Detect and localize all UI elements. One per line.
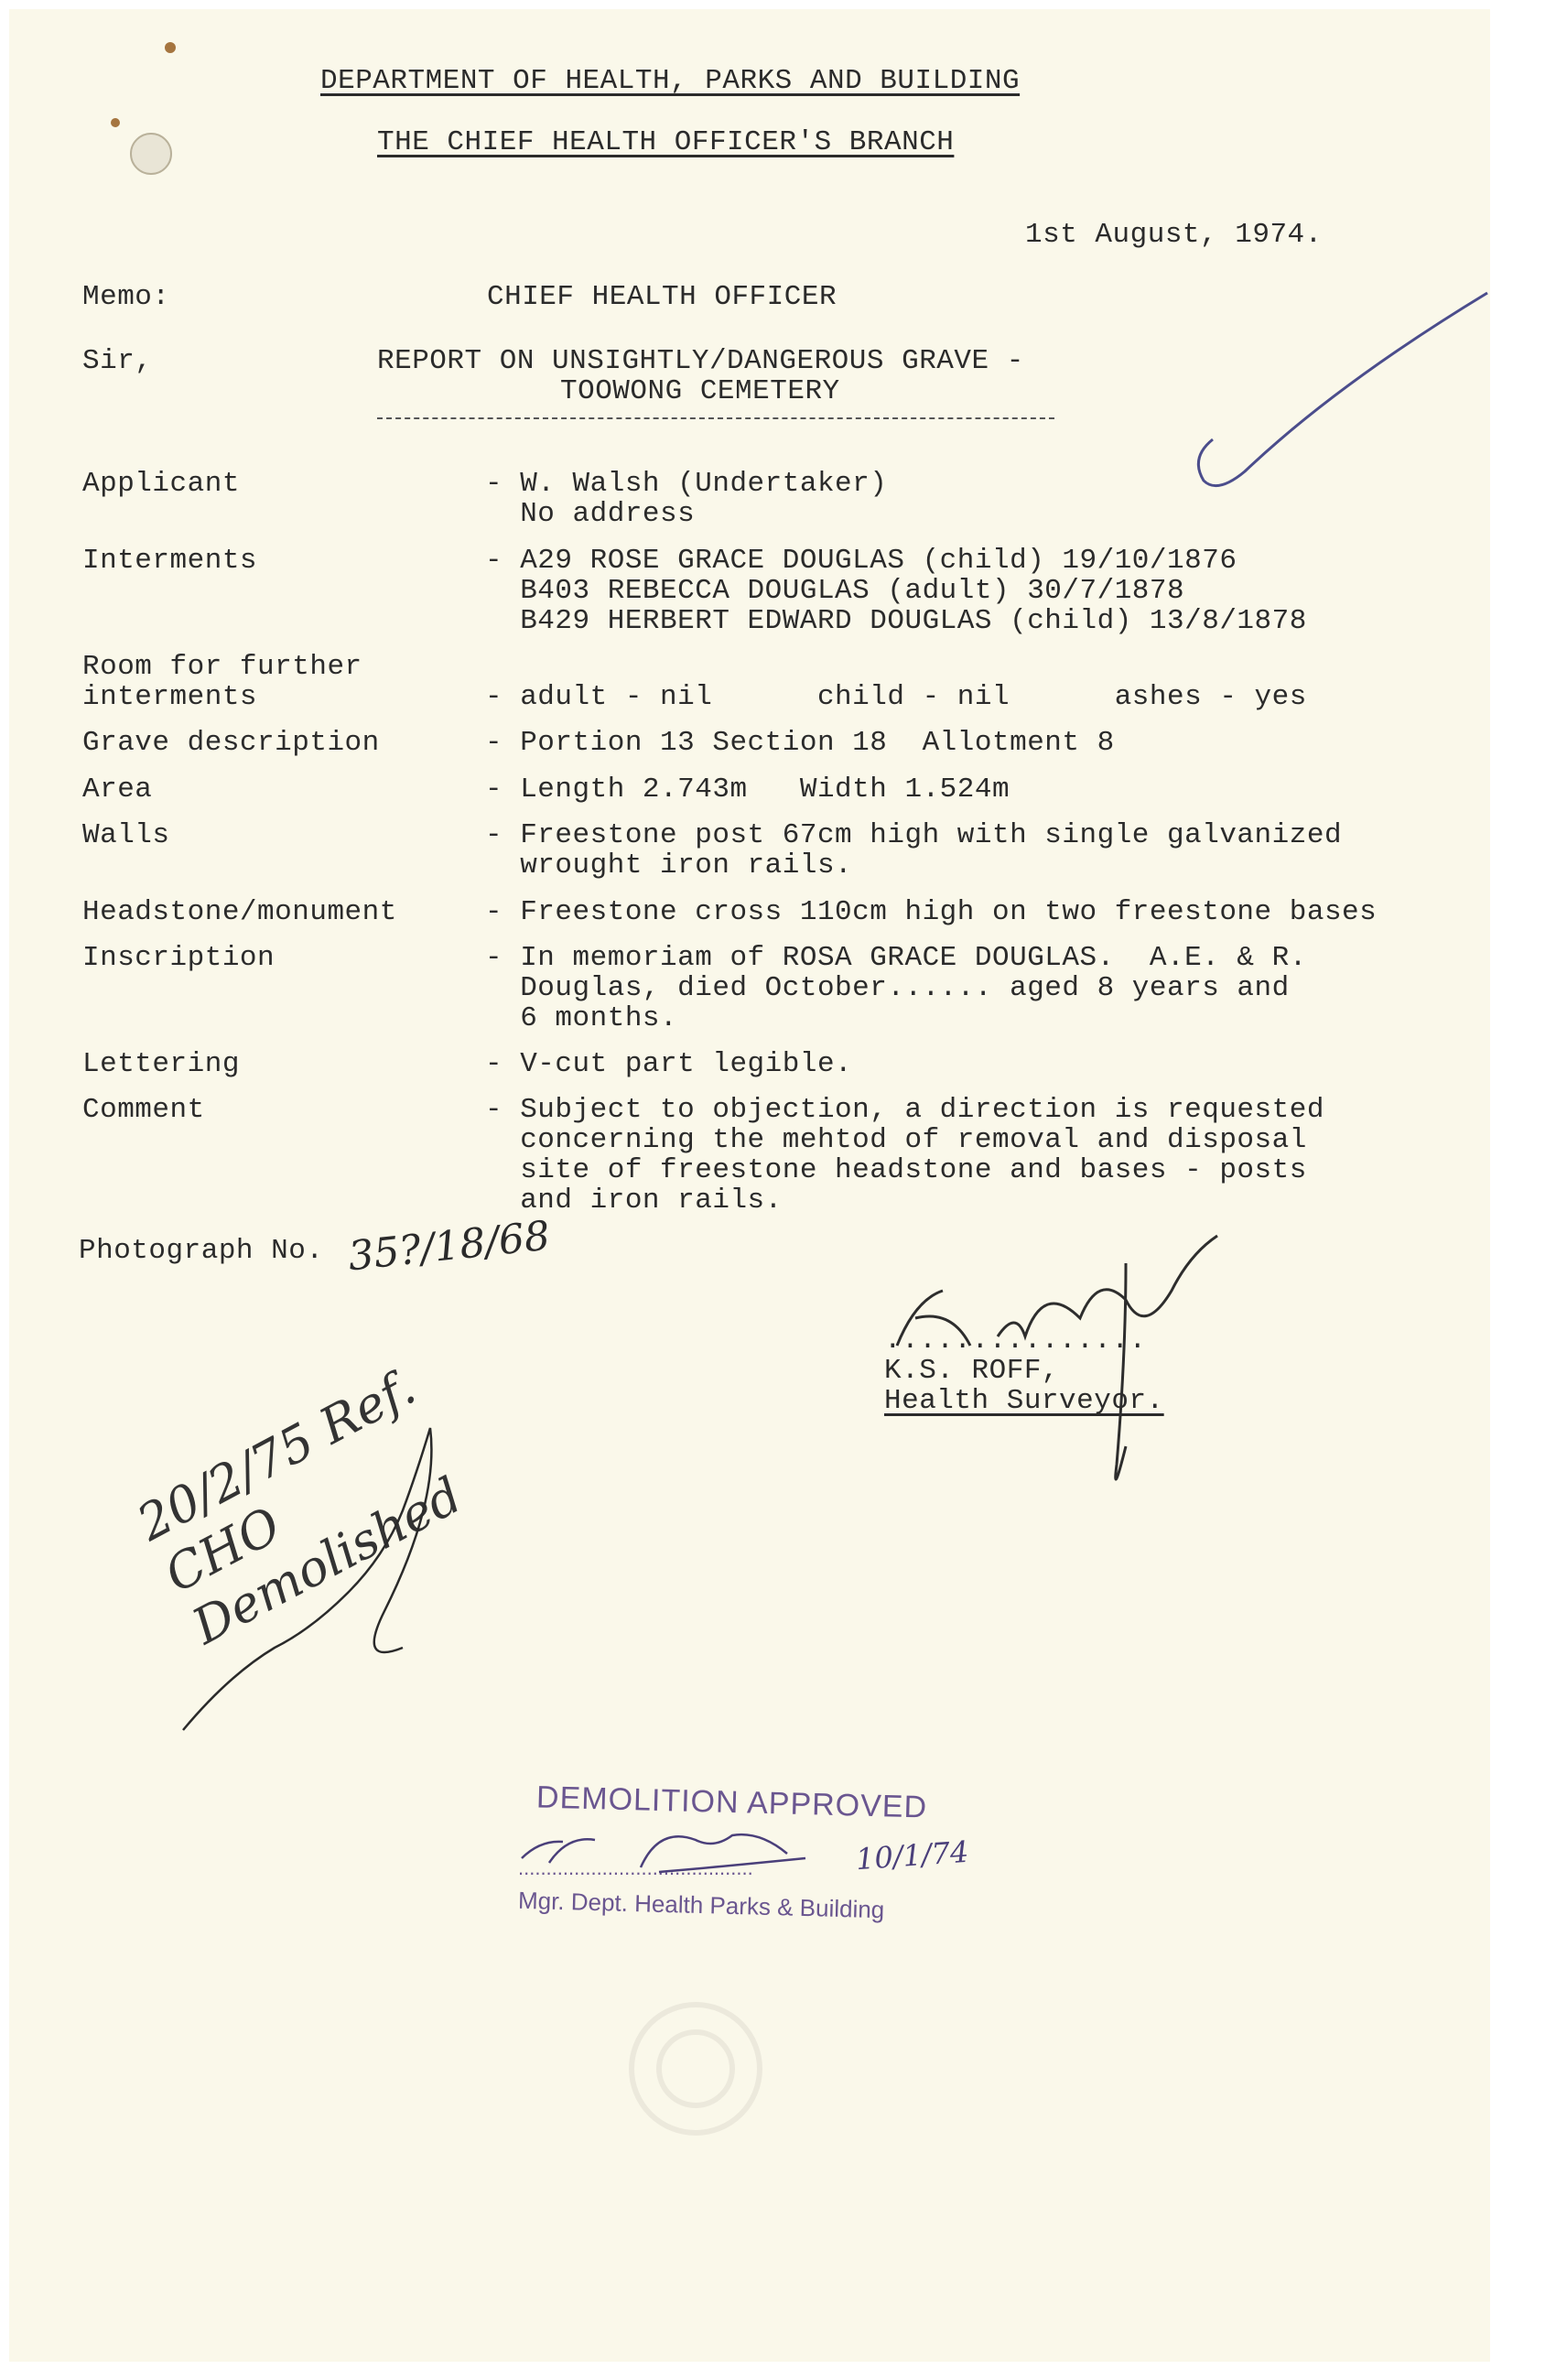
memo-label: Memo: <box>82 281 170 313</box>
surveyor-signature-icon <box>897 1236 1217 1479</box>
photograph-number: 35?/18/68 <box>345 1212 553 1281</box>
note-initials-icon <box>183 1428 431 1730</box>
subject-line-2: TOOWONG CEMETERY <box>560 375 840 407</box>
field-value-walls-1: - Freestone post 67cm high with single galvanized <box>485 819 1343 851</box>
memo-date: 1st August, 1974. <box>1025 219 1323 251</box>
rust-stain-icon <box>111 118 120 127</box>
stamp-date: 10/1/74 <box>854 1834 970 1877</box>
salutation: Sir, <box>82 345 153 377</box>
field-label-grave: Grave description <box>82 727 380 759</box>
field-value-comment-4: and iron rails. <box>485 1185 783 1217</box>
signature-dots: ............... <box>884 1325 1147 1357</box>
handwritten-note: 20/2/75 Ref. CHO Demolished <box>128 1358 471 1656</box>
field-value-inscription-1: - In memoriam of ROSA GRACE DOUGLAS. A.E. & R. <box>485 942 1307 974</box>
field-label-area: Area <box>82 774 153 806</box>
department-heading: DEPARTMENT OF HEALTH, PARKS AND BUILDING <box>320 65 1021 97</box>
approval-signature-icon <box>522 1834 805 1872</box>
field-value-comment-2: concerning the mehtod of removal and disposal <box>485 1124 1307 1156</box>
field-value-interments-1: - A29 ROSE GRACE DOUGLAS (child) 19/10/1876 <box>485 545 1237 577</box>
field-label-room-2: interments <box>82 681 258 713</box>
field-label-inscription: Inscription <box>82 942 276 974</box>
subject-line-1: REPORT ON UNSIGHTLY/DANGEROUS GRAVE - <box>377 345 1024 377</box>
check-mark-icon <box>1198 293 1487 486</box>
field-value-walls-2: wrought iron rails. <box>485 849 853 882</box>
field-value-comment-1: - Subject to objection, a direction is requested <box>485 1094 1324 1126</box>
surveyor-title: Health Surveyor. <box>884 1385 1164 1417</box>
field-value-inscription-3: 6 months. <box>485 1002 678 1034</box>
field-value-area: - Length 2.743m Width 1.524m <box>485 774 1010 806</box>
watermark-icon <box>632 2005 760 2133</box>
field-label-walls: Walls <box>82 819 170 851</box>
punch-hole-icon <box>131 134 171 174</box>
field-value-grave: - Portion 13 Section 18 Allotment 8 <box>485 727 1115 759</box>
stamp-title: DEMOLITION APPROVED <box>535 1780 928 1825</box>
surveyor-name: K.S. ROFF, <box>884 1355 1060 1387</box>
field-value-lettering: - V-cut part legible. <box>485 1048 853 1080</box>
field-label-interments: Interments <box>82 545 258 577</box>
watermark-icon <box>659 2032 732 2105</box>
field-label-applicant: Applicant <box>82 468 240 500</box>
field-value-applicant-1: - W. Walsh (Undertaker) <box>485 468 888 500</box>
field-value-room: - adult - nil child - nil ashes - yes <box>485 681 1307 713</box>
field-value-interments-2: B403 REBECCA DOUGLAS (adult) 30/7/1878 <box>485 575 1185 607</box>
stamp-dots: .......................................... <box>518 1856 753 1879</box>
stamp-caption: Mgr. Dept. Health Parks & Building <box>517 1886 885 1924</box>
branch-heading: THE CHIEF HEALTH OFFICER'S BRANCH <box>377 126 955 158</box>
field-label-room: Room for further <box>82 651 362 683</box>
field-value-inscription-2: Douglas, died October...... aged 8 years and <box>485 972 1290 1004</box>
memo-recipient: CHIEF HEALTH OFFICER <box>487 281 837 313</box>
field-value-comment-3: site of freestone headstone and bases - posts <box>485 1154 1307 1186</box>
field-label-lettering: Lettering <box>82 1048 240 1080</box>
field-value-applicant-2: No address <box>485 498 696 530</box>
field-value-interments-3: B429 HERBERT EDWARD DOUGLAS (child) 13/8/1878 <box>485 605 1307 637</box>
field-label-headstone: Headstone/monument <box>82 896 397 928</box>
photograph-label: Photograph No. <box>79 1235 324 1267</box>
field-label-comment: Comment <box>82 1094 205 1126</box>
rust-stain-icon <box>165 42 176 53</box>
field-value-headstone: - Freestone cross 110cm high on two freestone bases <box>485 896 1378 928</box>
